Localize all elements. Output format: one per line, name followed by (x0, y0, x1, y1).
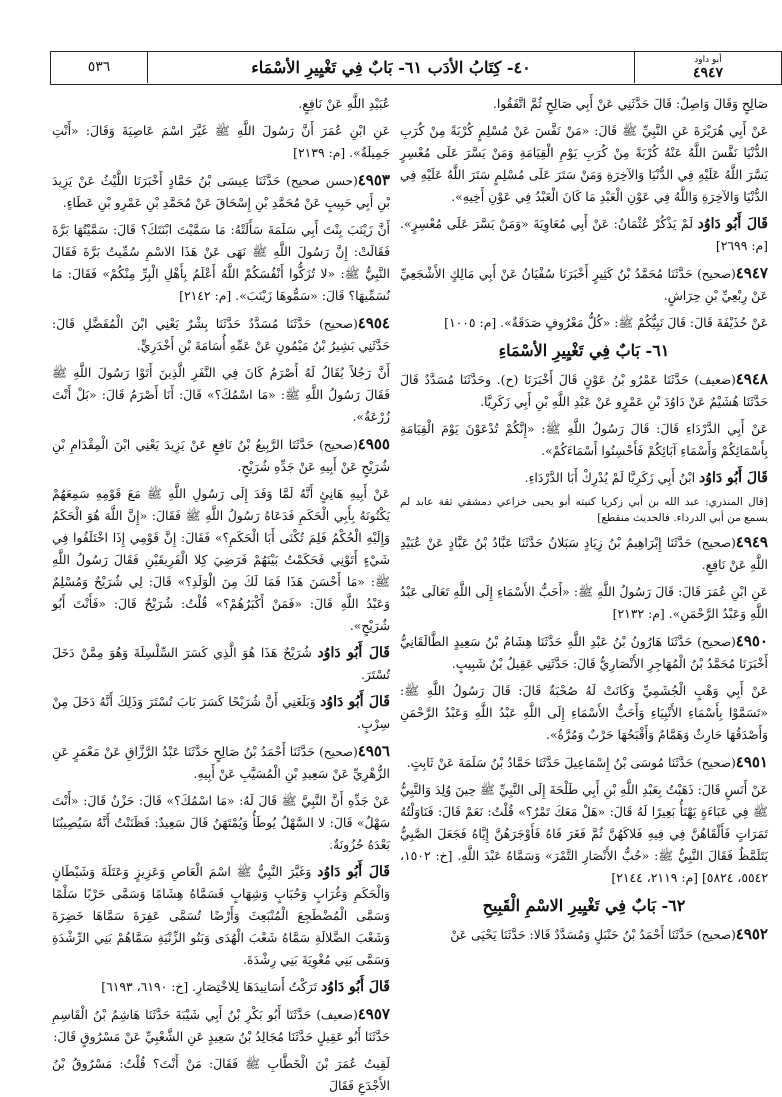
hadith-range: ٤٩٤٧ (692, 65, 724, 81)
hadith-matn: صَالِحٍ وَقَالَ وَاصِلٌ: قَالَ حَدَّثَنِي عَنْ أَبِي صَالِحٍ ثُمَّ اتَّفَقُوا. (492, 96, 768, 111)
hadith-grade: (صحيح) (319, 745, 358, 759)
hadith-matn: عَنِ ابْنِ عُمَرَ قَالَ: قَالَ رَسُولُ اللَّهِ ﷺ: «أَحَبُّ الأَسْمَاءِ إِلَى اللَّهِ تَعَالَى عَبْدُ اللَّهِ وَعَبْدُ الرَّحْمَنِ». [م: ٢١٣٢] (400, 584, 768, 621)
hadith-paragraph (400, 630, 768, 675)
hadith-number: ٤٩٤٧ (735, 264, 768, 282)
hadith-grade: (صحيح) (697, 928, 736, 942)
hadith-number: ٤٩٤٨ (735, 370, 768, 388)
hadith-matn: عُبَيْدِ اللَّهِ عَنْ نَافِعٍ. (298, 96, 390, 111)
page-number: ٥٣٦ (51, 52, 148, 83)
hadith-matn: عَنْ أَبِي الدَّرْدَاءِ قَالَ: قَالَ رَسُولُ اللَّهِ ﷺ: «إِنَّكُمْ تُدْعَوْنَ يَوْمَ الْقِيَامَةِ بِأَسْمَائِكُمْ وَأَسْمَاءِ آبَائِكُمْ فَأَحْسِنُوا أَسْمَاءَكُمْ». (400, 421, 768, 458)
hadith-grade: (حسن صحيح) (286, 174, 358, 188)
hadith-paragraph (400, 262, 768, 307)
hadith-text: حَدَّثَنَا أَحْمَدُ بْنُ صَالِحٍ حَدَّثَنَا عَبْدُ الرَّزَّاقِ عَنْ مَعْمَرٍ عَنِ الزُّهْرِيِّ عَنْ سَعِيدِ بْنِ الْمُسَيَّبِ عَنْ أَبِيهِ. (52, 744, 390, 781)
hadith-matn: عَنْ جَدِّهِ أَنَّ النَّبِيَّ ﷺ قَالَ لَهُ: «مَا اسْمُكَ؟» قَالَ: حَزْنٌ قَالَ: «أَنْتَ سَهْلٌ» قَالَ: لا السَّهْلُ يُوطَأُ وَيُمْتَهَنُ قَالَ سَعِيدٌ: فَظَنَنْتُ أَنَّهُ سَيُصِيبُنَا بَعْدَهُ حُزُونَةٌ. (52, 793, 390, 852)
hadith-paragraph (400, 368, 768, 413)
hadith-text: حَدَّثَنَا عَمْرُو بْنُ عَوْنٍ قَالَ أَخْبَرَنَا (ح). وحَدَّثَنَا مُسَدَّدٌ قَالَ حَدَّثَنَا هُشَيْمٌ عَنْ دَاوُدَ بْنِ عَمْرٍو عَنْ عَبْدِ اللَّهِ بْنِ أَبِي زَكَرِيَّا. (400, 372, 768, 409)
chapter-title: ٤٠- كِتَابُ الأدَب ٦١- بَابٌ فِي تَغْيِيرِ الأسْمَاء (251, 58, 531, 77)
note-text: وَغَيَّرَ النَّبِيُّ ﷺ اسْمَ الْعَاصِ وَعَزِيزٍ وَعَتَلَةَ وَشَيْطَانٍ وَالْحَكَمِ وَغُرَابٍ وَحُبَابٍ وَشِهَابٍ فَسَمَّاهُ هِشَامًا وَسَمَّى حَرْبًا سَلْمًا وَسَمَّى الْمُضْطَجِعَ الْمُنْبَعِثَ وَأَرْضًا تُسَمَّى عَفِرَةَ سَمَّاهَا خَضِرَةَ وَشَعْبَ الضَّلالَةِ سَمَّاهُ شَعْبَ الْهُدَى وَبَنُو الزِّنْيَةِ سَمَّاهُمْ بَنِي الرِّشْدَةِ وَسَمَّى بَنِي مُغْوِيَةَ بَنِي رِشْدَةَ. (52, 864, 390, 967)
hadith-text: حَدَّثَنَا الرَّبِيعُ بْنُ نَافِعٍ عَنْ يَزِيدَ يَعْنِي ابْنَ الْمِقْدَامِ بْنِ شُرَيْحٍ عَنْ أَبِيهِ عَنْ جَدِّهِ شُرَيْحٍ. (52, 437, 390, 474)
left-column (52, 93, 391, 1093)
hadith-text: حَدَّثَنَا مُحَمَّدُ بْنُ كَثِيرٍ أَخْبَرَنَا سُفْيَانُ عَنْ أَبِي مَالِكٍ الأَشْجَعِيِّ عَنْ رِبْعِيِّ بْنِ حِرَاشٍ. (400, 266, 768, 303)
abu-dawud-note (400, 213, 768, 257)
hadith-number: ٤٩٥٥ (357, 435, 390, 453)
hadith-matn: لَقِيتُ عُمَرَ بْنَ الْخَطَّابِ ﷺ فَقَالَ: مَنْ أَنْتَ؟ قُلْتُ: مَسْرُوقُ بْنُ الأَجْدَعِ فَقَالَ (52, 1056, 390, 1093)
hadith-number: ٤٩٤٩ (735, 533, 768, 551)
abu-dawud-note (52, 642, 390, 686)
hadith-text: حَدَّثَنَا مُسَدَّدٌ حَدَّثَنَا بِشْرٌ يَعْنِي ابْنَ الْمُفَضَّلِ قَالَ: حَدَّثَنِي بَشِيرُ بْنُ مَيْمُونٍ عَنْ عَمِّهِ أُسَامَةَ بْنِ أَخْدَرِيٍّ. (52, 316, 390, 353)
hadith-matn: عَنْ أَبِي وَهْبٍ الْجُشَمِيِّ وَكَانَتْ لَهُ صُحْبَةٌ قَالَ: قَالَ رَسُولُ اللَّهِ ﷺ: «تَسَمَّوْا بِأَسْمَاءِ الأَنْبِيَاءِ وَأَحَبُّ الأَسْمَاءِ إِلَى اللَّهِ عَبْدُ اللَّهِ وَعَبْدُ الرَّحْمَنِ وَأَصْدَقُهَا حَارِثٌ وَهَمَّامٌ وَأَقْبَحُهَا حَرْبٌ وَمُرَّةُ». (400, 683, 768, 742)
hadith-matn: أَنَّ رَجُلاً يُقَالُ لَهُ أَصْرَمُ كَانَ فِي النَّفَرِ الَّذِينَ أَتَوْا رَسُولَ اللَّهِ ﷺ فَقَالَ رَسُولُ اللَّهِ ﷺ: «مَا اسْمُكَ؟» قَالَ: أَنَا أَصْرَمُ قَالَ: «بَلْ أَنْتَ زُرْعَةُ». (52, 365, 390, 424)
hadith-matn: عَنْ حُذَيْفَةَ قَالَ: قَالَ نَبِيُّكُمْ ﷺ: «كُلُّ مَعْرُوفٍ صَدَقَةٌ». [م: ١٠٠٥] (444, 315, 768, 330)
hadith-number: ٤٩٥١ (735, 753, 768, 771)
footnote-text: [قال المنذري: عبد الله بن أبي زكريا كنيته أبو يحيى خزاعي دمشقي ثقة عابد لم يسمع من أبي الدرداء. فالحديث منقطع] (400, 496, 768, 524)
hadith-matn: عَنِ ابْنِ عُمَرَ أَنَّ رَسُولَ اللَّهِ ﷺ غَيَّرَ اسْمَ عَاصِيَةَ وَقَالَ: «أَنْتِ جَمِيلَةُ». [م: ٢١٣٩] (52, 123, 390, 160)
hadith-matn: عَنْ أَبِي هُرَيْرَةَ عَنِ النَّبِيِّ ﷺ قَالَ: «مَنْ نَفَّسَ عَنْ مُسْلِمٍ كُرْبَةً مِنْ كُرَبِ الدُّنْيَا نَفَّسَ اللَّهُ عَنْهُ كُرْبَةً مِنْ كُرَبِ يَوْمِ الْقِيَامَةِ وَمَنْ يَسَّرَ عَلَى مُعْسِرٍ يَسَّرَ اللَّهُ عَلَيْهِ فِي الدُّنْيَا وَالآخِرَةِ وَمَنْ سَتَرَ عَلَى مُسْلِمٍ سَتَرَ اللَّهُ عَلَيْهِ فِي الدُّنْيَا وَالآخِرَةِ وَاللَّهُ فِي عَوْنِ الْعَبْدِ مَا كَانَ الْعَبْدُ فِي عَوْنِ أَخِيهِ». (400, 123, 768, 204)
hadith-grade: (صحيح) (319, 317, 358, 331)
hadith-paragraph (52, 433, 390, 478)
abu-dawud-note (52, 861, 390, 971)
hadith-number: ٤٩٥٠ (735, 632, 768, 650)
hadith-paragraph (400, 923, 768, 946)
abu-dawud-label: قَالَ أَبُو دَاوُد (697, 216, 768, 232)
section-heading: ٦١- بَابٌ فِي تَغْيِيرِ الأسْمَاءِ (498, 341, 670, 360)
abu-dawud-label: قَالَ أَبُو دَاوُد (317, 864, 390, 880)
note-text: وَبَلَغَنِي أَنَّ شُرَيْحًا كَسَرَ بَابَ تُسْتَرَ وَذَلِكَ أَنَّهُ دَخَلَ مِنْ سِرْبٍ. (52, 694, 390, 731)
hadith-text: حَدَّثَنَا هَارُونُ بْنُ عَبْدِ اللَّهِ حَدَّثَنَا هِشَامُ بْنُ سَعِيدٍ الطَّالَقَانِيُّ أَخْبَرَنَا مُحَمَّدُ بْنُ الْمُهَاجِرِ الأَنْصَارِيُّ قَالَ: حَدَّثَنِي عَقِيلُ بْنُ شَبِيبٍ. (400, 634, 768, 671)
hadith-number: ٤٩٥٤ (357, 314, 390, 332)
page-header (50, 51, 782, 85)
hadith-paragraph (52, 312, 390, 357)
hadith-grade: (صحيح) (697, 635, 736, 649)
hadith-number: ٤٩٥٦ (357, 742, 390, 760)
abu-dawud-label: قَالَ أَبُو دَاوُد (320, 694, 390, 710)
hadith-text: حَدَّثَنَا أَحْمَدُ بْنُ حَنْبَلٍ وَمُسَدَّدٌ قَالا: حَدَّثَنَا يَحْيَى عَنْ (450, 927, 694, 942)
hadith-grade: (صحيح) (697, 756, 736, 770)
note-text: ابْنُ أَبِي زَكَرِيَّا لَمْ يُدْرِكْ أَبَا الدَّرْدَاءِ. (524, 470, 696, 485)
abu-dawud-note (52, 976, 390, 998)
hadith-number: ٤٩٥٣ (357, 171, 390, 189)
hadith-paragraph (52, 740, 390, 785)
hadith-paragraph (52, 1003, 390, 1048)
hadith-matn: عَنْ أَبِيهِ هَانِئٍ أَنَّهُ لَمَّا وَفَدَ إِلَى رَسُولِ اللَّهِ ﷺ مَعَ قَوْمِهِ سَمِعَهُمْ يَكْنُونَهُ بِأَبِي الْحَكَمِ فَدَعَاهُ رَسُولُ اللَّهِ ﷺ فَقَالَ: «إِنَّ اللَّهَ هُوَ الْحَكَمُ وَإِلَيْهِ الْحُكْمُ فَلِمَ تُكْنَى أَبَا الْحَكَمِ؟» فَقَالَ: إِنَّ قَوْمِي إِذَا اخْتَلَفُوا فِي شَيْءٍ أَتَوْنِي فَحَكَمْتُ بَيْنَهُمْ فَرَضِيَ كِلا الْفَرِيقَيْنِ فَقَالَ رَسُولُ اللَّهِ ﷺ: «مَا أَحْسَنَ هَذَا فَمَا لَكَ مِنَ الْوَلَدِ؟» قَالَ: لِي شُرَيْحٌ وَمُسْلِمٌ وَعَبْدُ اللَّهِ قَالَ: «فَمَنْ أَكْبَرُهُمْ؟» قُلْتُ: شُرَيْحٌ قَالَ: «فَأَنْتَ أَبُو شُرَيْحٍ». (52, 486, 390, 633)
hadith-text: حَدَّثَنَا أَبُو بَكْرِ بْنُ أَبِي شَيْبَةَ حَدَّثَنَا هَاشِمُ بْنُ الْقَاسِمِ حَدَّثَنَا أَبُو عَقِيلٍ حَدَّثَنَا مُجَالِدُ بْنُ سَعِيدٍ عَنِ الشَّعْبِيِّ عَنْ مَسْرُوقٍ قَالَ: (52, 1007, 390, 1044)
abu-dawud-label: قَالَ أَبُو دَاوُد (698, 470, 768, 486)
abu-dawud-label: قَالَ أَبُو دَاوُد (317, 645, 391, 661)
hadith-grade: (صحيح) (697, 536, 736, 550)
section-heading: ٦٢- بَابٌ فِي تَغْيِيرِ الاسْمِ الْقَبِيحِ (482, 896, 686, 915)
hadith-grade: (صحيح) (319, 438, 358, 452)
note-text: شُرَيْحٌ هَذَا هُوَ الَّذِي كَسَرَ السِّلْسِلَةَ وَهُوَ مِمَّنْ دَخَلَ تُسْتَرَ. (52, 645, 390, 682)
hadith-number: ٤٩٥٧ (357, 1005, 390, 1023)
hadith-text: حَدَّثَنَا إِبْرَاهِيمُ بْنُ زِيَادٍ سَبَلانُ حَدَّثَنَا عَبَّادُ بْنُ عَبَّادٍ عَنْ عُبَيْدِ اللَّهِ عَنْ نَافِعٍ. (400, 535, 768, 572)
hadith-paragraph (400, 531, 768, 576)
header-hadith-range-box (634, 52, 781, 83)
book-name: أبو داود (694, 55, 722, 65)
note-text: تَرَكْتُ أَسَانِيدَهَا لِلاخْتِصَارِ. [خ: ٦١٩٠، ٦١٩٣] (101, 979, 318, 994)
hadith-paragraph (400, 751, 768, 774)
hadith-grade: (ضعيف) (694, 373, 736, 387)
right-column (400, 93, 768, 1083)
hadith-matn: أَنَّ زَيْنَبَ بِنْتَ أَبِي سَلَمَةَ سَأَلَتْهُ: مَا سَمَّيْتَ ابْنَتَكَ؟ قَالَ: سَمَّيْتُهَا بَرَّةَ فَقَالَتْ: إِنَّ رَسُولَ اللَّهِ ﷺ نَهَى عَنْ هَذَا الاسْمِ سُمِّيتُ بَرَّةَ فَقَالَ النَّبِيُّ ﷺ: «لا تُزَكُّوا أَنْفُسَكُمْ اللَّهُ أَعْلَمُ بِأَهْلِ الْبِرِّ مِنْكُمْ» فَقَالَ: مَا نُسَمِّيهَا؟ قَالَ: «سَمُّوهَا زَيْنَبَ». [م: ٢١٤٢] (52, 222, 390, 303)
note-text: لَمْ يَذْكُرْ عُثْمَانُ: عَنْ أَبِي مُعَاوِيَةَ «وَمَنْ يَسَّرَ عَلَى مُعْسِرٍ». [م: ٢٦٩٩] (400, 216, 768, 253)
hadith-text: حَدَّثَنَا مُوسَى بْنُ إِسْمَاعِيلَ حَدَّثَنَا حَمَّادُ بْنُ سَلَمَةَ عَنْ ثَابِتٍ. (406, 755, 694, 770)
abu-dawud-label: قَالَ أَبُو دَاوُد (320, 979, 390, 995)
hadith-grade: (صحيح) (697, 267, 736, 281)
hadith-paragraph (52, 169, 390, 214)
hadith-grade: (ضعيف) (316, 1008, 358, 1022)
abu-dawud-note (400, 467, 768, 489)
hadith-matn: عَنْ أَنَسٍ قَالَ: ذَهَبْتُ بِعَبْدِ اللَّهِ بْنِ أَبِي طَلْحَةَ إِلَى النَّبِيِّ ﷺ حِينَ وُلِدَ وَالنَّبِيُّ ﷺ فِي عَبَاءَةٍ يَهْنَأُ بَعِيرًا لَهُ قَالَ: «هَلْ مَعَكَ تَمْرٌ؟» قُلْتُ: نَعَمْ قَالَ: فَنَاوَلْتُهُ تَمَرَاتٍ فَأَلْقَاهُنَّ فِي فِيهِ فَلاكَهُنَّ ثُمَّ فَغَرَ فَاهُ فَأَوْجَرَهُنَّ إِيَّاهُ فَجَعَلَ الصَّبِيُّ يَتَلَمَّظُ فَقَالَ النَّبِيُّ ﷺ: «حُبُّ الأَنْصَارِ التَّمْرَ» وَسَمَّاهُ عَبْدَ اللَّهِ. [خ: ١٥٠٢، ٥٥٤٢، ٥٨٢٤] [م: ٢١١٩، ٢١٤٤] (400, 782, 768, 885)
hadith-number: ٤٩٥٢ (735, 925, 768, 943)
abu-dawud-note (52, 691, 390, 735)
hadith-text: حَدَّثَنَا عِيسَى بْنُ حَمَّادٍ أَخْبَرَنَا اللَّيْثُ عَنْ يَزِيدَ بْنِ أَبِي حَبِيبٍ عَنْ مُحَمَّدِ بْنِ إِسْحَاقَ عَنْ مُحَمَّدِ بْنِ عَمْرِو بْنِ عَطَاءٍ. (52, 173, 390, 210)
